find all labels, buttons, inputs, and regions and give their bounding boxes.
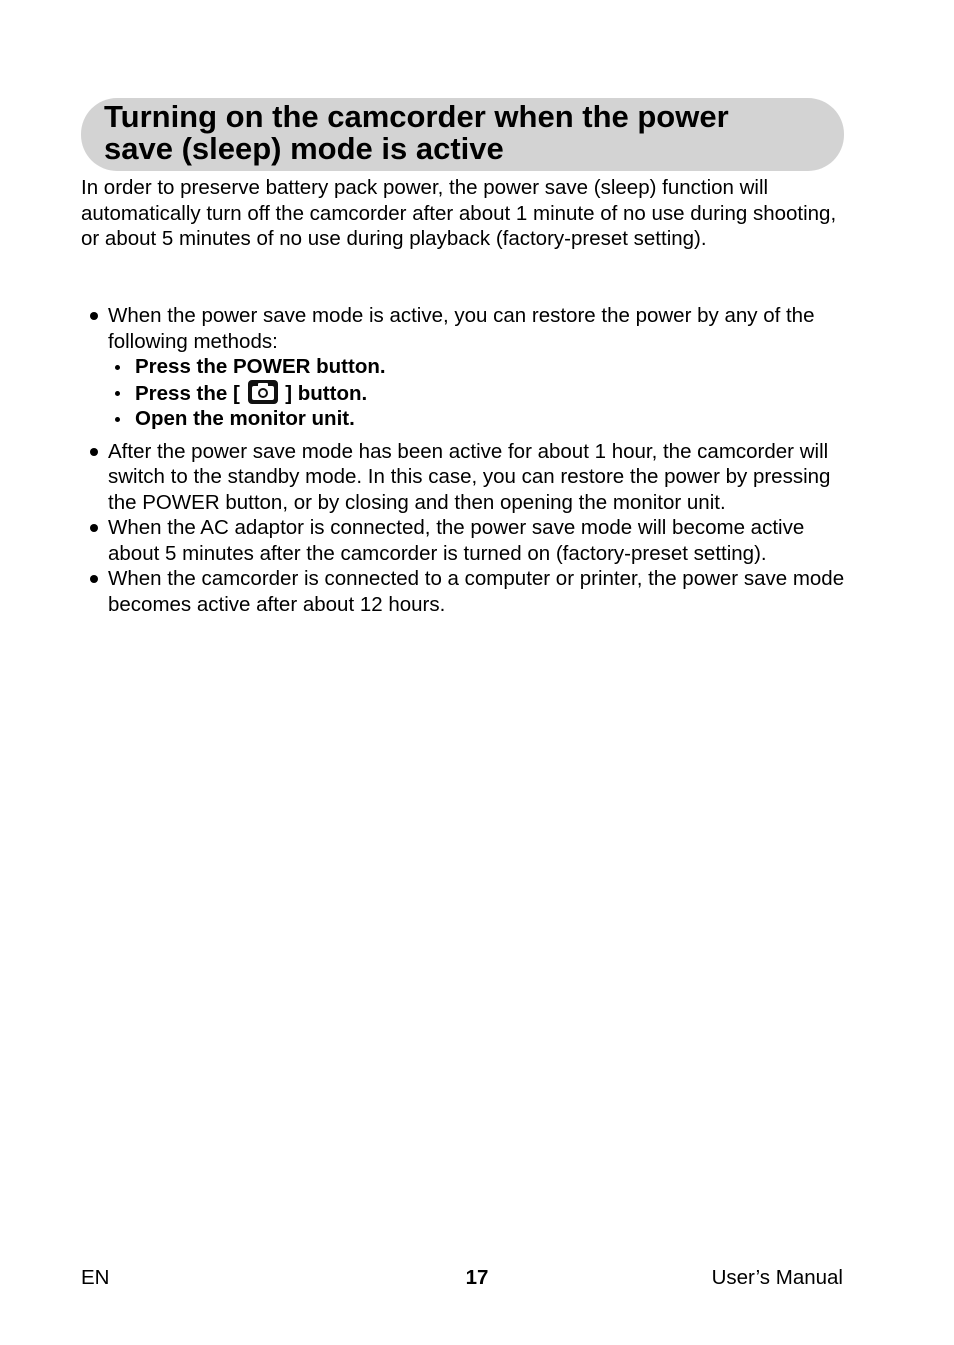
intro-paragraph: In order to preserve battery pack power, the power save (sleep) function will automatically turn off the camcorder after about 1 minute of no use during shooting, or about 5 minutes of no use during playback (factory-preset setting). <box>81 176 837 250</box>
footer-page-number: 17 <box>465 1266 489 1289</box>
bullet-list <box>81 303 846 617</box>
method-text-suffix: ] button. <box>285 381 368 405</box>
method-list <box>108 354 846 432</box>
method-text: Open the monitor unit. <box>135 407 355 430</box>
bullet-item <box>81 439 846 516</box>
section-heading-bar <box>81 98 844 171</box>
bullet-dot-icon <box>90 524 98 532</box>
bullet-dot-icon <box>90 312 98 320</box>
method-item <box>108 406 846 432</box>
camera-icon <box>248 380 278 404</box>
bullet-item <box>81 515 846 566</box>
sub-bullet-dot-icon <box>115 391 120 396</box>
section-title-line-1: Turning on the camcorder when the power <box>104 99 729 134</box>
section-title <box>104 101 824 165</box>
bullet-text: When the power save mode is active, you can restore the power by any of the following methods: <box>108 304 815 353</box>
bullet-dot-icon <box>90 575 98 583</box>
section-title-line-2: save (sleep) mode is active <box>104 131 504 166</box>
bullet-text: After the power save mode has been active for about 1 hour, the camcorder will switch to the standby mode. In this case, you can restore the power by pressing the POWER button, or by closing and then opening the monitor unit. <box>108 439 831 514</box>
method-text-prefix: Press the [ <box>135 381 240 405</box>
method-text: Press the POWER button. <box>135 355 386 378</box>
footer-language: EN <box>81 1266 110 1289</box>
sub-bullet-dot-icon <box>115 365 120 370</box>
method-item <box>108 380 846 407</box>
bullet-text: When the AC adaptor is connected, the power save mode will become active about 5 minutes after the camcorder is turned on (factory-preset setting). <box>108 516 805 565</box>
bullet-dot-icon <box>90 448 98 456</box>
method-item <box>108 354 846 380</box>
sub-bullet-dot-icon <box>115 417 120 422</box>
bullet-text: When the camcorder is connected to a computer or printer, the power save mode becomes active after about 12 hours. <box>108 567 845 616</box>
bullet-item <box>81 303 846 432</box>
bullet-item <box>81 566 846 617</box>
footer-manual-label: User’s Manual <box>711 1266 843 1289</box>
